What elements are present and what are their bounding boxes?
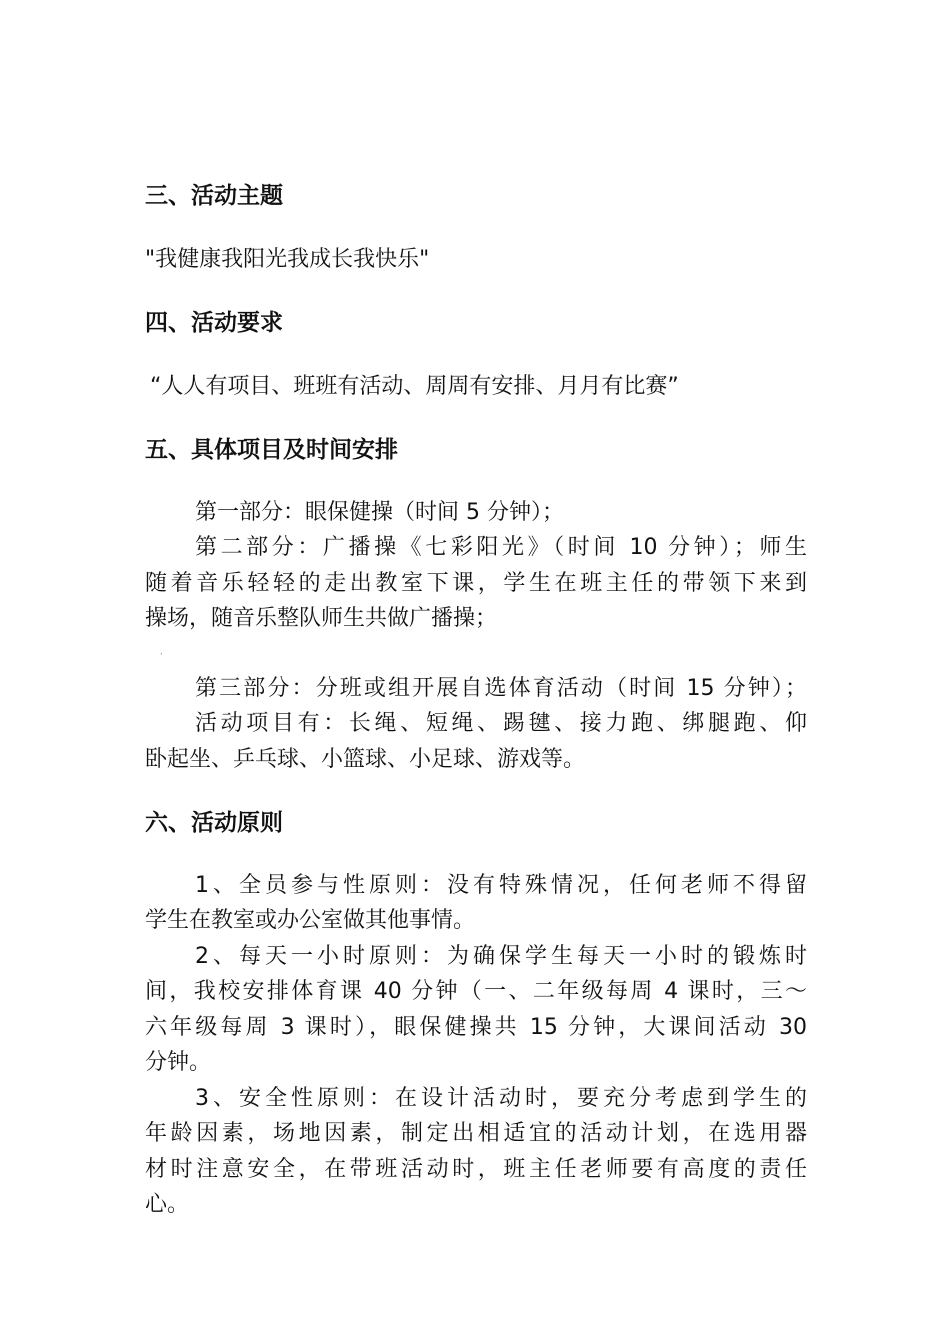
section-6-line-2: 学生在教室或办公室做其他事情。 (145, 908, 476, 933)
section-6-line-3: 2、每天一小时原则：为确保学生每天一小时的锻炼时 (195, 944, 807, 969)
section-4-heading: 四、活动要求 (145, 310, 283, 336)
section-5-line-5: 第三部分：分班或组开展自选体育活动（时间 15 分钟）； (195, 676, 807, 701)
section-5-line-6: 活动项目有：长绳、短绳、踢毽、接力跑、绑腿跑、仰 (195, 711, 807, 736)
stray-mark: ‘ (160, 652, 163, 662)
section-6-heading: 六、活动原则 (145, 810, 283, 836)
section-3-heading: 三、活动主题 (145, 183, 283, 209)
section-4-text: “人人有项目、班班有活动、周周有安排、月月有比赛” (150, 374, 679, 399)
section-6-line-7: 3、安全性原则：在设计活动时，要充分考虑到学生的 (195, 1086, 807, 1111)
section-6-line-9: 材时注意安全，在带班活动时，班主任老师要有高度的责任 (145, 1157, 807, 1182)
section-6-line-6: 分钟。 (145, 1050, 212, 1075)
section-5-line-4: 操场，随音乐整队师生共做广播操； (145, 606, 498, 631)
section-6-line-5: 六年级每周 3 课时），眼保健操共 15 分钟，大课间活动 30 (145, 1015, 807, 1040)
section-6-line-10: 心。 (145, 1192, 190, 1217)
section-5-line-2: 第二部分：广播操《七彩阳光》（时间 10 分钟）；师生 (195, 535, 807, 560)
section-5-line-7: 卧起坐、乒乓球、小篮球、小足球、游戏等。 (145, 747, 586, 772)
section-6-line-8: 年龄因素，场地因素，制定出相适宜的活动计划，在选用器 (145, 1121, 807, 1146)
section-6-line-4: 间，我校安排体育课 40 分钟（一、二年级每周 4 课时，三～ (145, 979, 807, 1004)
section-5-heading: 五、具体项目及时间安排 (145, 437, 398, 463)
section-5-line-1: 第一部分：眼保健操（时间 5 分钟）； (195, 500, 564, 525)
section-3-text: "我健康我阳光我成长我快乐" (145, 247, 430, 272)
section-5-line-3: 随着音乐轻轻的走出教室下课，学生在班主任的带领下来到 (145, 571, 807, 596)
section-6-line-1: 1、全员参与性原则：没有特殊情况，任何老师不得留 (195, 873, 807, 898)
